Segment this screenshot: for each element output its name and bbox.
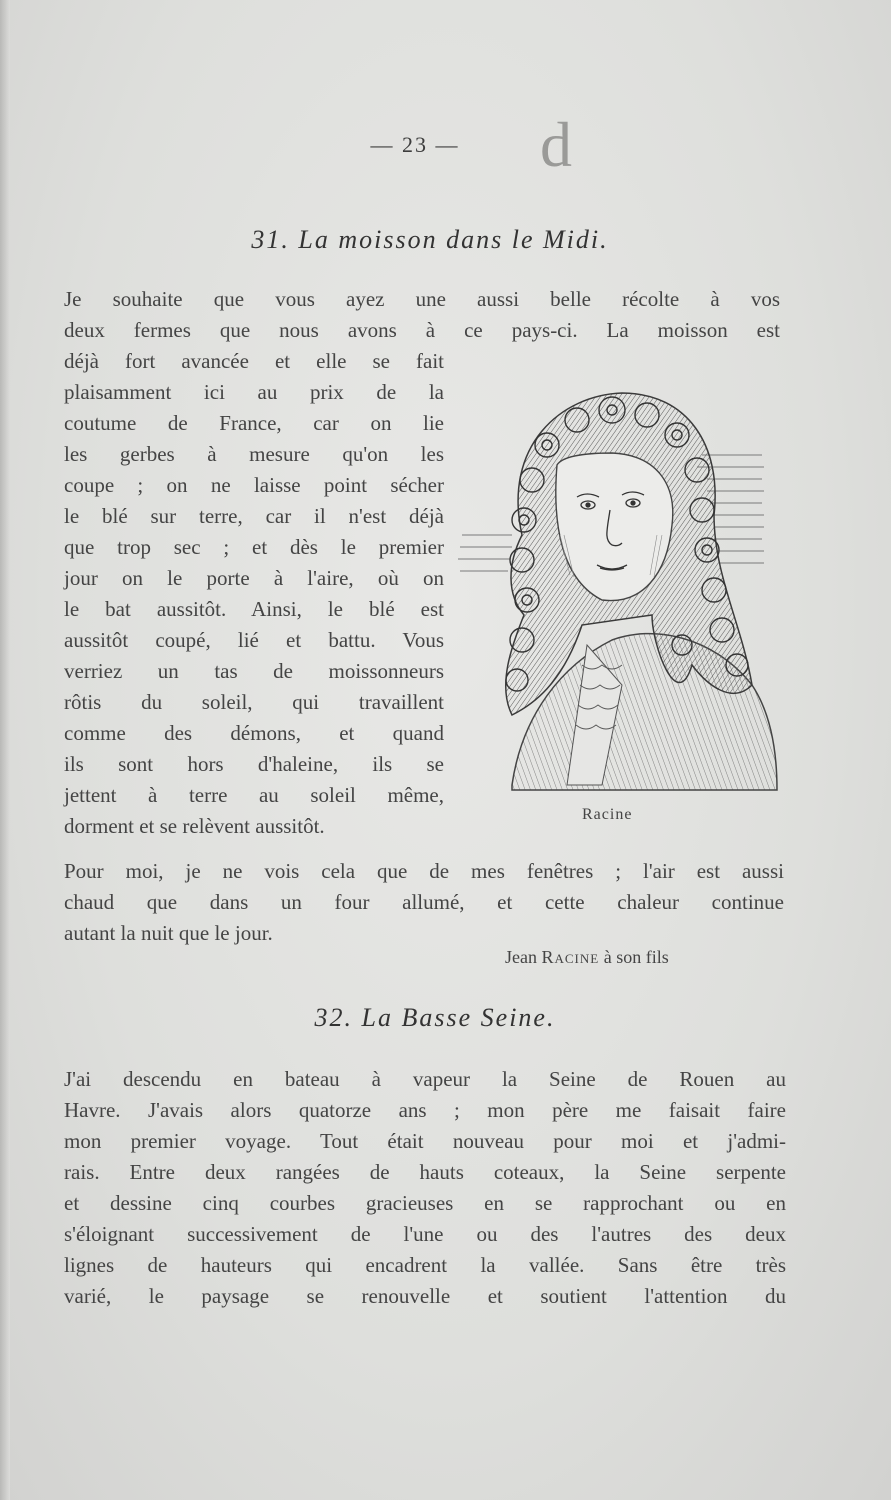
text-line: Pour moi, je ne vois cela que de mes fenêtres ; l'air est aussi (64, 859, 784, 883)
handwritten-mark: d (540, 109, 572, 180)
text-line: varié, le paysage se renouvelle et soutient l'attention du (64, 1284, 786, 1308)
section-31-conclusion (64, 856, 784, 949)
text-line: mon premier voyage. Tout était nouveau pour moi et j'admi- (64, 1129, 786, 1153)
page-number: — 23 — (370, 132, 460, 157)
attribution-tail: à son fils (603, 947, 669, 967)
text-line: lignes de hauteurs qui encadrent la vallée. Sans être très (64, 1253, 786, 1277)
text-line: aussitôt coupé, lié et battu. Vous (64, 628, 444, 652)
text-line: jour on le porte à l'aire, où on (64, 566, 444, 590)
text-line: déjà fort avancée et elle se fait (64, 349, 444, 373)
portrait-caption: Racine (582, 806, 633, 823)
text-line: les gerbes à mesure qu'on les (64, 442, 444, 466)
text-line: rais. Entre deux rangées de hauts coteaux, la Seine serpente (64, 1160, 786, 1184)
text-line: plaisamment ici au prix de la (64, 380, 444, 404)
text-line: dorment et se relèvent aussitôt. (64, 814, 325, 838)
text-line: autant la nuit que le jour. (64, 921, 273, 945)
text-line: que trop sec ; et dès le premier (64, 535, 444, 559)
text-line: rôtis du soleil, qui travaillent (64, 690, 444, 714)
text-line: ils sont hors d'haleine, ils se (64, 752, 444, 776)
attribution-first-name: Jean (505, 947, 537, 967)
text-line: et dessine cinq courbes gracieuses en se rapprochant ou en (64, 1191, 786, 1215)
attribution-surname: Racine (541, 947, 600, 967)
section-32-text (64, 1064, 786, 1312)
text-line: le bat aussitôt. Ainsi, le blé est (64, 597, 444, 621)
text-line: deux fermes que nous avons à ce pays-ci. La moisson est (64, 318, 780, 342)
section-31-title: 31. La moisson dans le Midi. (251, 225, 609, 254)
section-31-intro (64, 284, 780, 346)
text-line: comme des démons, et quand (64, 721, 444, 745)
section-32-title: 32. La Basse Seine. (314, 1003, 556, 1032)
text-line: le blé sur terre, car il n'est déjà (64, 504, 444, 528)
section-31-wrapped-text (64, 346, 444, 842)
text-line: jettent à terre au soleil même, (64, 783, 444, 807)
text-line: J'ai descendu en bateau à vapeur la Seine de Rouen au (64, 1067, 786, 1091)
racine-portrait-engraving (452, 385, 782, 800)
attribution (505, 947, 669, 968)
text-line: chaud que dans un four allumé, et cette chaleur continue (64, 890, 784, 914)
text-line: s'éloignant successivement de l'une ou des l'autres des deux (64, 1222, 786, 1246)
text-line: coupe ; on ne laisse point sécher (64, 473, 444, 497)
text-line: coutume de France, car on lie (64, 411, 444, 435)
text-line: Havre. J'avais alors quatorze ans ; mon père me faisait faire (64, 1098, 786, 1122)
page-edge (0, 0, 10, 1500)
text-line: Je souhaite que vous ayez une aussi belle récolte à vos (64, 287, 780, 311)
text-line: verriez un tas de moissonneurs (64, 659, 444, 683)
